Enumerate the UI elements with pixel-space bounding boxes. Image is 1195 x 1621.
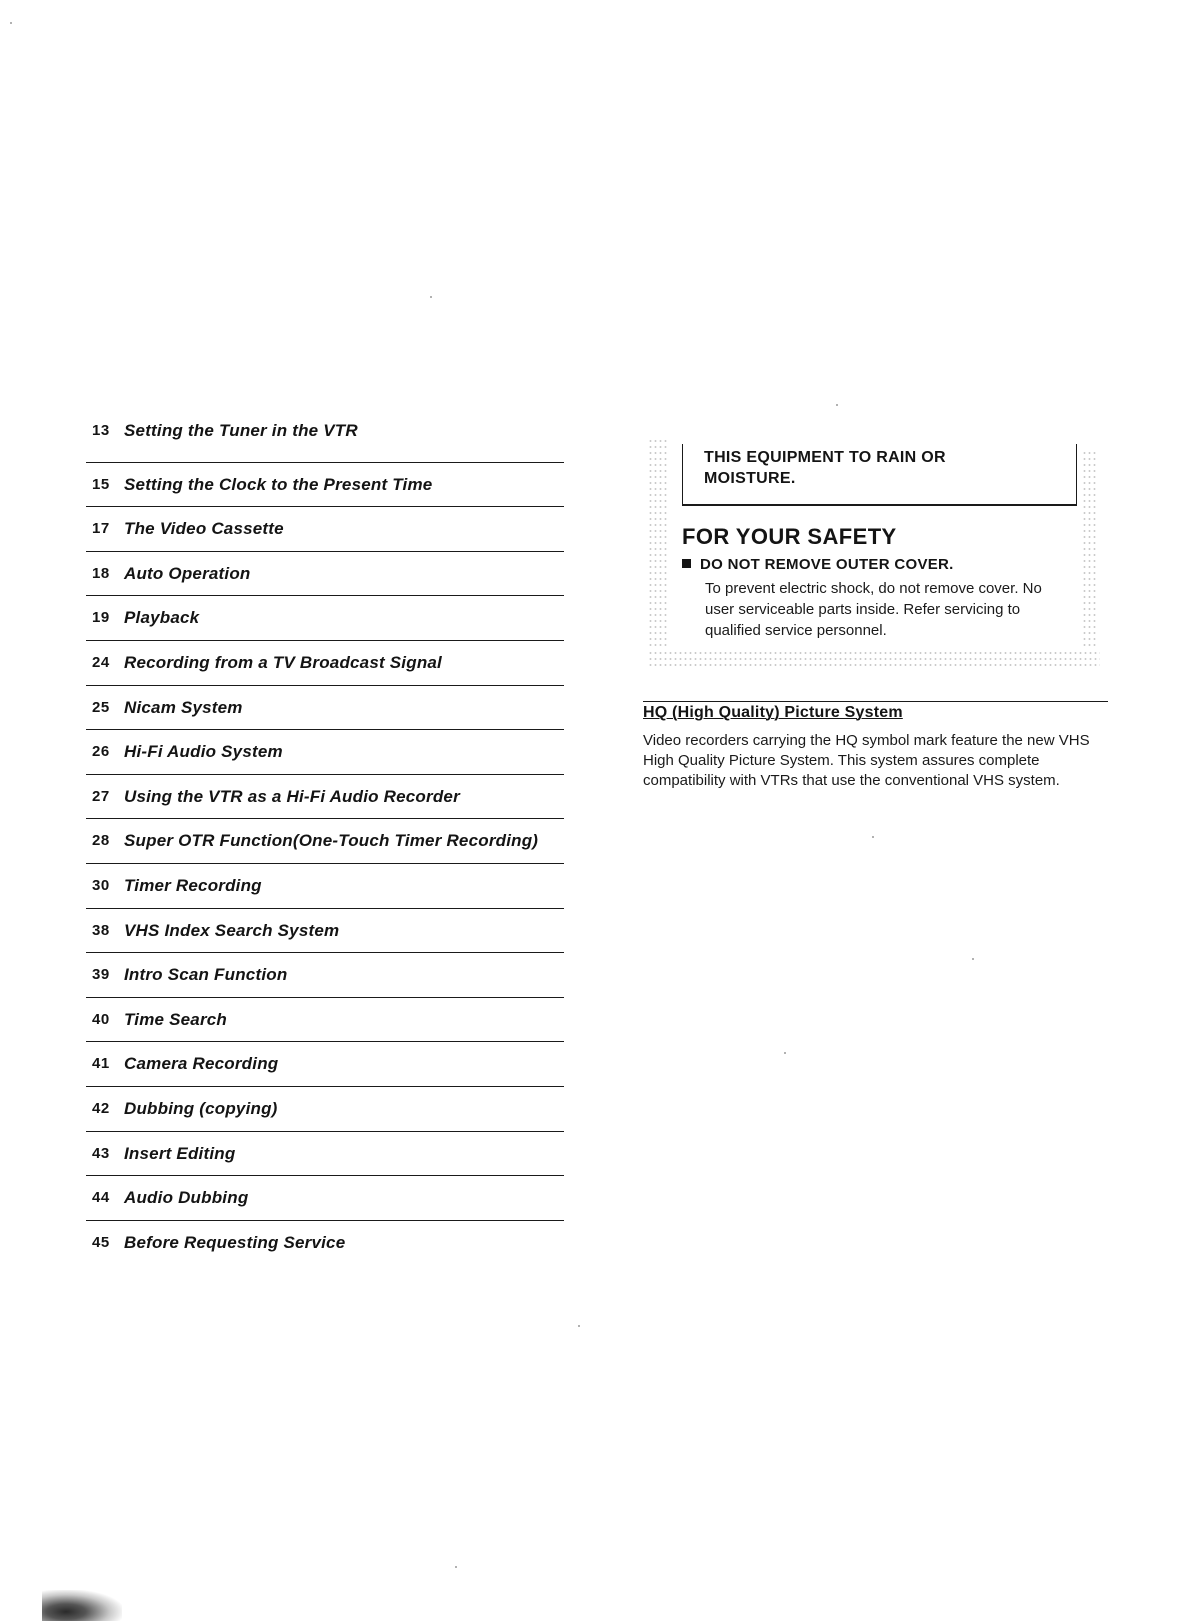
toc-row <box>86 507 564 552</box>
toc-title: Using the VTR as a Hi-Fi Audio Recorder <box>124 786 460 806</box>
toc-title: Timer Recording <box>124 875 262 895</box>
scan-dot <box>430 296 432 298</box>
toc-page-number: 17 <box>92 520 110 538</box>
safety-item-label: DO NOT REMOVE OUTER COVER. <box>700 556 954 573</box>
print-speckle <box>648 438 668 648</box>
toc-row <box>86 730 564 775</box>
scan-dot <box>10 22 12 24</box>
scan-dot <box>578 1325 580 1327</box>
square-bullet-icon <box>682 559 691 568</box>
toc-row <box>86 552 564 597</box>
toc-row <box>86 819 564 864</box>
toc-page-number: 27 <box>92 787 110 805</box>
toc-page-number: 26 <box>92 743 110 761</box>
scan-dot <box>836 404 838 406</box>
toc-page-number: 43 <box>92 1144 110 1162</box>
toc-title: Setting the Clock to the Present Time <box>124 474 433 494</box>
toc-page-number: 41 <box>92 1055 110 1073</box>
toc-page-number: 40 <box>92 1010 110 1028</box>
toc-row <box>86 686 564 731</box>
toc-title: Auto Operation <box>124 563 251 583</box>
toc-title: Intro Scan Function <box>124 965 288 985</box>
print-speckle <box>648 650 1100 668</box>
safety-body: To prevent electric shock, do not remove cover. No user serviceable parts inside. Refer servicing to qualified service personnel. <box>705 580 1042 639</box>
toc-page-number: 19 <box>92 609 110 627</box>
toc-page-number: 44 <box>92 1189 110 1207</box>
toc-title: Time Search <box>124 1009 227 1029</box>
toc-page-number: 25 <box>92 698 110 716</box>
toc-title: Insert Editing <box>124 1143 236 1163</box>
scan-dot <box>972 958 974 960</box>
hq-section-body: Video recorders carrying the HQ symbol mark feature the new VHS High Quality Picture System. This system assures complete compatibility with VTRs that use the conventional VHS system. <box>643 732 1090 789</box>
toc-title: Super OTR Function(One-Touch Timer Recording) <box>124 831 539 851</box>
toc-title: Before Requesting Service <box>124 1232 346 1252</box>
hq-section-title: HQ (High Quality) Picture System <box>643 704 903 721</box>
toc-page-number: 28 <box>92 832 110 850</box>
toc-row <box>86 998 564 1043</box>
scan-dot <box>784 1052 786 1054</box>
toc-page-number: 38 <box>92 921 110 939</box>
toc-title: The Video Cassette <box>124 519 284 539</box>
toc-title: Playback <box>124 608 200 628</box>
toc-title: Dubbing (copying) <box>124 1098 278 1118</box>
toc-page-number: 15 <box>92 475 110 493</box>
safety-heading: FOR YOUR SAFETY <box>682 524 897 549</box>
toc-row <box>86 953 564 998</box>
toc-page-number: 18 <box>92 564 110 582</box>
safety-item <box>682 556 954 573</box>
toc-row <box>86 1176 564 1221</box>
warning-line: THIS EQUIPMENT TO RAIN OR <box>704 449 946 466</box>
toc-title: Hi-Fi Audio System <box>124 742 283 762</box>
toc-page-number: 24 <box>92 653 110 671</box>
toc-row <box>86 418 564 463</box>
toc-page-number: 39 <box>92 966 110 984</box>
toc-row <box>86 864 564 909</box>
scan-dot <box>872 836 874 838</box>
section-divider <box>643 701 1108 702</box>
toc-row <box>86 1042 564 1087</box>
table-of-contents <box>86 418 564 1265</box>
warning-box <box>682 444 1077 506</box>
toc-row <box>86 596 564 641</box>
toc-title: VHS Index Search System <box>124 920 340 940</box>
toc-title: Nicam System <box>124 697 243 717</box>
toc-page-number: 30 <box>92 876 110 894</box>
scan-dot <box>455 1566 457 1568</box>
toc-title: Camera Recording <box>124 1054 279 1074</box>
toc-row <box>86 1087 564 1132</box>
toc-row <box>86 909 564 954</box>
toc-page-number: 13 <box>92 422 110 439</box>
toc-title: Setting the Tuner in the VTR <box>124 421 358 440</box>
toc-title: Audio Dubbing <box>124 1188 249 1208</box>
print-speckle <box>1082 450 1098 650</box>
toc-row <box>86 463 564 508</box>
toc-row <box>86 641 564 686</box>
toc-page-number: 42 <box>92 1099 110 1117</box>
toc-row <box>86 1132 564 1177</box>
toc-row <box>86 775 564 820</box>
toc-row <box>86 1221 564 1266</box>
warning-line: MOISTURE. <box>704 470 796 487</box>
toc-title: Recording from a TV Broadcast Signal <box>124 652 442 672</box>
toc-page-number: 45 <box>92 1233 110 1251</box>
scan-smudge <box>42 1590 122 1621</box>
